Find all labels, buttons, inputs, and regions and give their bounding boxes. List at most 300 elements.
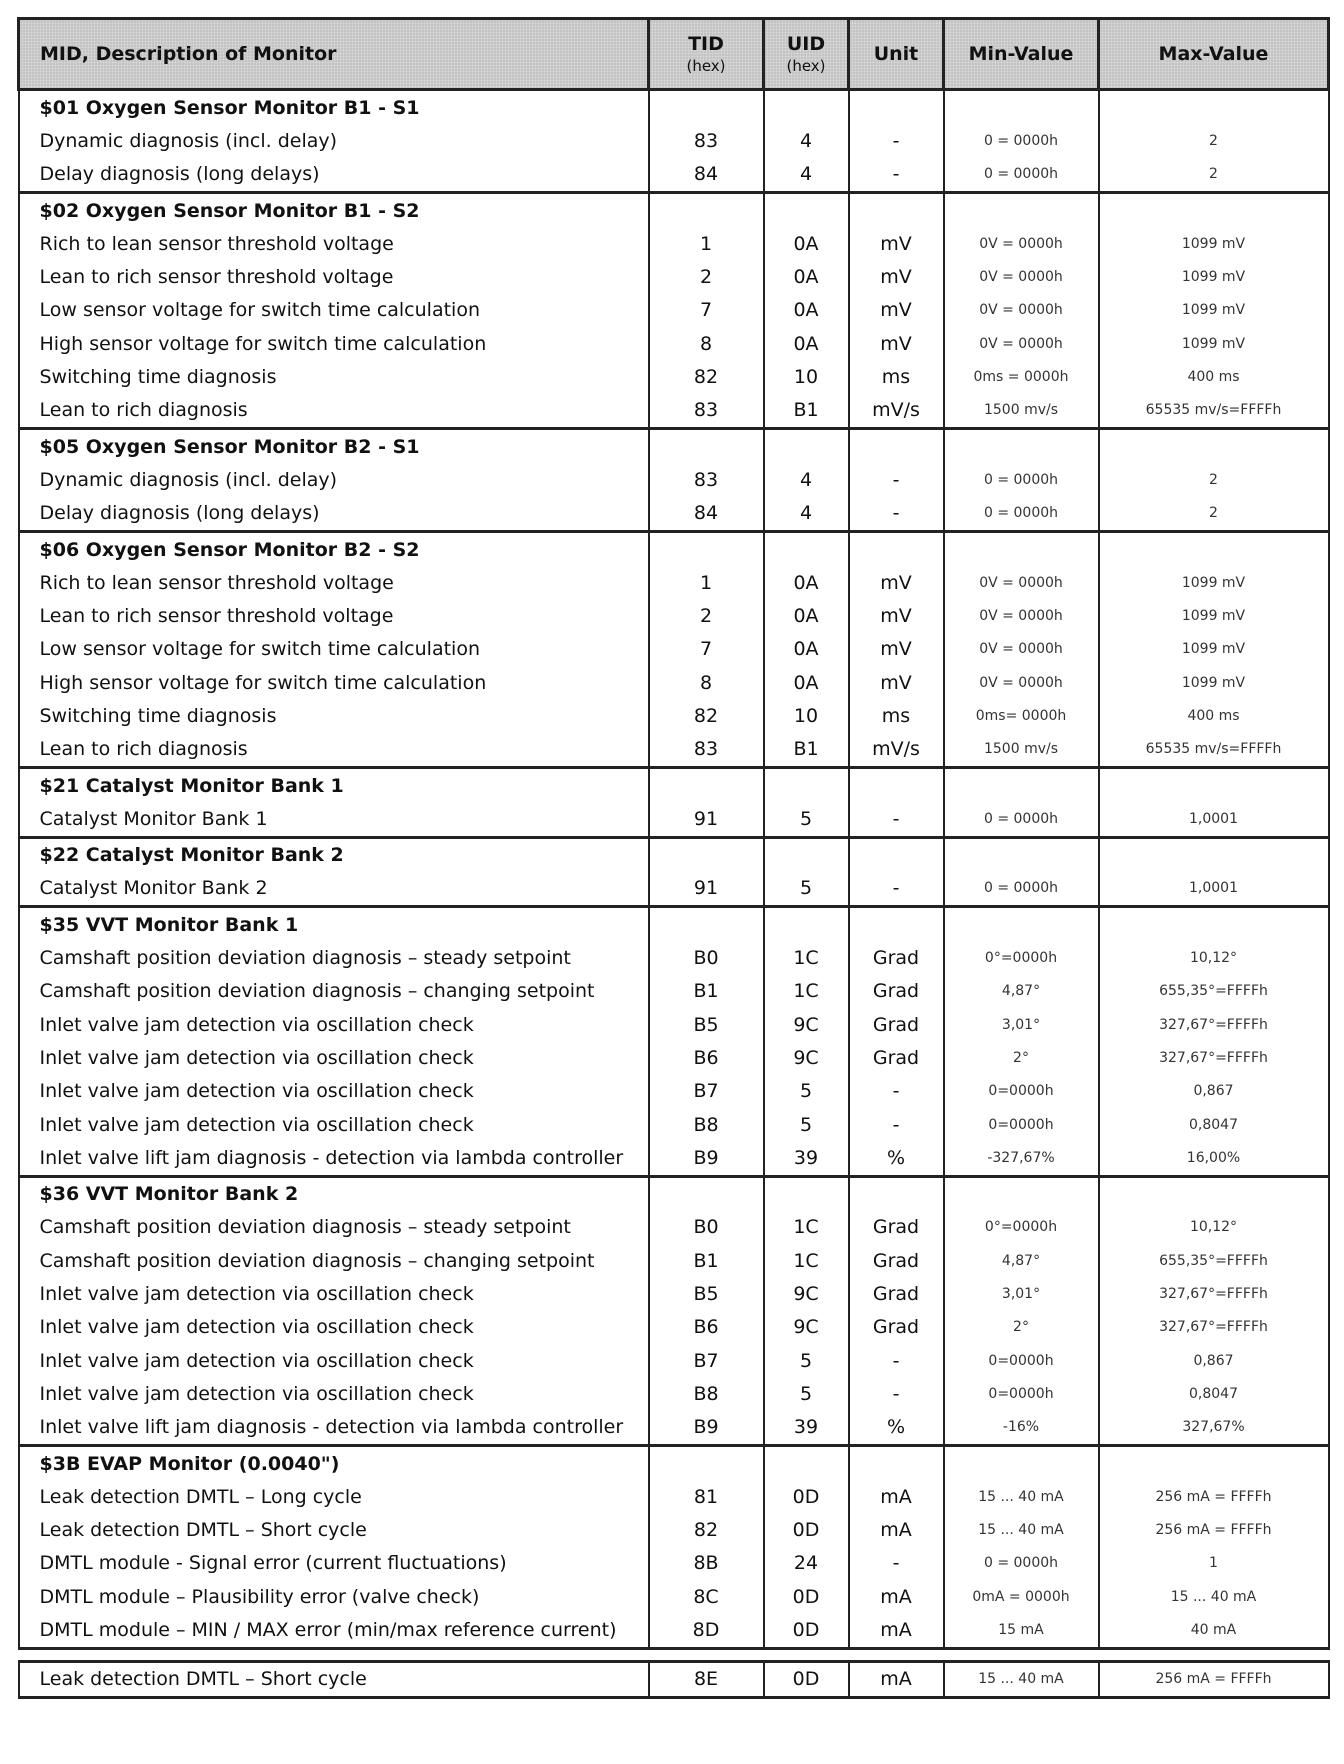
- group-title: $21 Catalyst Monitor Bank 1: [19, 767, 649, 802]
- cell-unit: mA: [849, 1513, 944, 1546]
- cell-min: 0mA = 0000h: [944, 1580, 1099, 1613]
- cell-tid: 2: [649, 260, 764, 293]
- cell-uid: 0A: [764, 260, 849, 293]
- cell-unit: mA: [849, 1613, 944, 1648]
- group-title-empty-cell: [944, 767, 1099, 802]
- group-title-empty-cell: [1099, 1445, 1329, 1480]
- cell-tid: 7: [649, 294, 764, 327]
- cell-unit: Grad: [849, 1311, 944, 1344]
- table-row: [19, 463, 1329, 496]
- cell-min: 0V = 0000h: [944, 260, 1099, 293]
- table-row: [19, 1075, 1329, 1108]
- cell-max: 2: [1099, 463, 1329, 496]
- cell-desc: Camshaft position deviation diagnosis – steady setpoint: [19, 1211, 649, 1244]
- cell-desc: Inlet valve jam detection via oscillation check: [19, 1075, 649, 1108]
- table-header: [19, 19, 1329, 90]
- header-uid: [764, 19, 849, 90]
- header-max: [1099, 19, 1329, 90]
- cell-min: 0 = 0000h: [944, 124, 1099, 157]
- cell-desc: Leak detection DMTL – Short cycle: [19, 1513, 649, 1546]
- table-row: [19, 1580, 1329, 1613]
- cell-desc: High sensor voltage for switch time calculation: [19, 666, 649, 699]
- cell-unit: Grad: [849, 1041, 944, 1074]
- table-row: [19, 941, 1329, 974]
- cell-min: 15 ... 40 mA: [944, 1661, 1099, 1697]
- cell-unit: -: [849, 1547, 944, 1580]
- table-row: [19, 733, 1329, 768]
- cell-max: 1: [1099, 1547, 1329, 1580]
- cell-unit: mV: [849, 294, 944, 327]
- cell-tid: 83: [649, 463, 764, 496]
- group-title-empty-cell: [944, 192, 1099, 227]
- group-title-empty-cell: [944, 1176, 1099, 1211]
- table-row: [19, 1211, 1329, 1244]
- cell-unit: Grad: [849, 941, 944, 974]
- cell-uid: 0A: [764, 666, 849, 699]
- table-row: [19, 566, 1329, 599]
- cell-min: 3,01°: [944, 1008, 1099, 1041]
- cell-desc: Dynamic diagnosis (incl. delay): [19, 124, 649, 157]
- cell-max: 256 mA = FFFFh: [1099, 1480, 1329, 1513]
- cell-max: 1099 mV: [1099, 633, 1329, 666]
- cell-max: 1099 mV: [1099, 260, 1329, 293]
- cell-tid: 82: [649, 699, 764, 732]
- group-title: $02 Oxygen Sensor Monitor B1 - S2: [19, 192, 649, 227]
- cell-desc: Low sensor voltage for switch time calculation: [19, 294, 649, 327]
- table-row: [19, 1513, 1329, 1546]
- cell-tid: 2: [649, 599, 764, 632]
- header-unit-label: Unit: [873, 43, 919, 65]
- cell-max: 400 ms: [1099, 360, 1329, 393]
- cell-desc: High sensor voltage for switch time calculation: [19, 327, 649, 360]
- monitor-group: [19, 1176, 1329, 1445]
- cell-tid: 91: [649, 872, 764, 907]
- cell-max: 1099 mV: [1099, 227, 1329, 260]
- cell-desc: Low sensor voltage for switch time calculation: [19, 633, 649, 666]
- group-title-empty-cell: [649, 1176, 764, 1211]
- group-title-empty-cell: [849, 907, 944, 942]
- header-tid: [649, 19, 764, 90]
- group-title: $05 Oxygen Sensor Monitor B2 - S1: [19, 428, 649, 463]
- monitor-group: [19, 428, 1329, 531]
- cell-unit: -: [849, 1344, 944, 1377]
- cell-tid: 8E: [649, 1661, 764, 1697]
- cell-uid: 1C: [764, 975, 849, 1008]
- group-title-empty-cell: [649, 192, 764, 227]
- cell-unit: ms: [849, 699, 944, 732]
- cell-max: 655,35°=FFFFh: [1099, 975, 1329, 1008]
- cell-max: 1,0001: [1099, 872, 1329, 907]
- monitor-group: [19, 1445, 1329, 1648]
- table-row: [19, 1547, 1329, 1580]
- cell-min: 15 mA: [944, 1613, 1099, 1648]
- group-title-empty-cell: [1099, 192, 1329, 227]
- cell-tid: 82: [649, 1513, 764, 1546]
- cell-tid: B6: [649, 1311, 764, 1344]
- cell-tid: 83: [649, 394, 764, 429]
- cell-max: 40 mA: [1099, 1613, 1329, 1648]
- table-row: [19, 1613, 1329, 1648]
- group-title: $36 VVT Monitor Bank 2: [19, 1176, 649, 1211]
- cell-desc: Lean to rich diagnosis: [19, 733, 649, 768]
- table-row: [19, 394, 1329, 429]
- cell-desc: Switching time diagnosis: [19, 699, 649, 732]
- cell-tid: B1: [649, 975, 764, 1008]
- cell-desc: Inlet valve jam detection via oscillation check: [19, 1108, 649, 1141]
- cell-unit: mV: [849, 327, 944, 360]
- cell-min: 1500 mv/s: [944, 733, 1099, 768]
- cell-max: 1099 mV: [1099, 666, 1329, 699]
- cell-max: 1099 mV: [1099, 294, 1329, 327]
- cell-desc: Lean to rich sensor threshold voltage: [19, 260, 649, 293]
- cell-desc: Camshaft position deviation diagnosis – steady setpoint: [19, 941, 649, 974]
- cell-uid: 4: [764, 124, 849, 157]
- cell-min: 0=0000h: [944, 1377, 1099, 1410]
- table-row: [19, 975, 1329, 1008]
- cell-desc: Catalyst Monitor Bank 2: [19, 872, 649, 907]
- cell-desc: Inlet valve lift jam diagnosis - detection via lambda controller: [19, 1141, 649, 1176]
- monitor-group: [19, 531, 1329, 767]
- cell-tid: B5: [649, 1008, 764, 1041]
- cell-min: 0=0000h: [944, 1108, 1099, 1141]
- cell-unit: -: [849, 463, 944, 496]
- cell-tid: 91: [649, 802, 764, 837]
- cell-max: 1099 mV: [1099, 599, 1329, 632]
- group-title-empty-cell: [849, 837, 944, 872]
- group-title-empty-cell: [764, 1445, 849, 1480]
- table-row: [19, 260, 1329, 293]
- table-row: [19, 124, 1329, 157]
- cell-unit: mA: [849, 1580, 944, 1613]
- cell-uid: 0A: [764, 599, 849, 632]
- cell-desc: Catalyst Monitor Bank 1: [19, 802, 649, 837]
- cell-desc: Rich to lean sensor threshold voltage: [19, 227, 649, 260]
- cell-desc: Inlet valve jam detection via oscillation check: [19, 1041, 649, 1074]
- cell-min: 2°: [944, 1311, 1099, 1344]
- cell-max: 1,0001: [1099, 802, 1329, 837]
- cell-min: 4,87°: [944, 1244, 1099, 1277]
- cell-tid: 83: [649, 733, 764, 768]
- cell-uid: 1C: [764, 1211, 849, 1244]
- group-title-empty-cell: [944, 90, 1099, 125]
- cell-max: 256 mA = FFFFh: [1099, 1661, 1329, 1697]
- header-max-label: Max-Value: [1158, 43, 1269, 65]
- cell-unit: mV: [849, 599, 944, 632]
- cell-desc: Rich to lean sensor threshold voltage: [19, 566, 649, 599]
- table-row: [19, 599, 1329, 632]
- group-title-empty-cell: [1099, 428, 1329, 463]
- cell-uid: 1C: [764, 941, 849, 974]
- cell-uid: 4: [764, 497, 849, 532]
- cell-tid: B8: [649, 1377, 764, 1410]
- cell-min: 15 ... 40 mA: [944, 1480, 1099, 1513]
- cell-tid: 1: [649, 227, 764, 260]
- cell-tid: 81: [649, 1480, 764, 1513]
- group-title-empty-cell: [849, 1176, 944, 1211]
- group-title-empty-cell: [849, 531, 944, 566]
- table-row: [19, 158, 1329, 193]
- cell-uid: 5: [764, 1108, 849, 1141]
- cell-tid: B1: [649, 1244, 764, 1277]
- cell-max: 0,8047: [1099, 1377, 1329, 1410]
- header-desc-label: MID, Description of Monitor: [40, 43, 337, 65]
- cell-uid: 0D: [764, 1661, 849, 1697]
- cell-min: 0V = 0000h: [944, 599, 1099, 632]
- cell-desc: Lean to rich sensor threshold voltage: [19, 599, 649, 632]
- group-title-row: [19, 1445, 1329, 1480]
- group-title: $01 Oxygen Sensor Monitor B1 - S1: [19, 90, 649, 125]
- cell-unit: mV/s: [849, 394, 944, 429]
- cell-min: 0 = 0000h: [944, 802, 1099, 837]
- table-row: [19, 666, 1329, 699]
- group-title-empty-cell: [764, 1176, 849, 1211]
- cell-uid: 9C: [764, 1311, 849, 1344]
- group-title-empty-cell: [764, 90, 849, 125]
- cell-max: 327,67°=FFFFh: [1099, 1041, 1329, 1074]
- cell-max: 2: [1099, 158, 1329, 193]
- group-title-empty-cell: [849, 428, 944, 463]
- group-title-row: [19, 428, 1329, 463]
- table-row: [19, 360, 1329, 393]
- cell-uid: 1C: [764, 1244, 849, 1277]
- cell-min: -16%: [944, 1411, 1099, 1446]
- group-title: $06 Oxygen Sensor Monitor B2 - S2: [19, 531, 649, 566]
- cell-desc: DMTL module - Signal error (current fluctuations): [19, 1547, 649, 1580]
- cell-uid: 0D: [764, 1480, 849, 1513]
- cell-uid: 0A: [764, 633, 849, 666]
- cell-unit: mA: [849, 1480, 944, 1513]
- cell-uid: 10: [764, 699, 849, 732]
- cell-unit: -: [849, 158, 944, 193]
- cell-min: 0 = 0000h: [944, 463, 1099, 496]
- table-row: [19, 699, 1329, 732]
- table-row: [19, 1311, 1329, 1344]
- cell-min: 15 ... 40 mA: [944, 1513, 1099, 1546]
- group-title-empty-cell: [649, 837, 764, 872]
- table-row: [19, 1108, 1329, 1141]
- group-title-row: [19, 1176, 1329, 1211]
- cell-max: 327,67°=FFFFh: [1099, 1311, 1329, 1344]
- group-title-empty-cell: [764, 837, 849, 872]
- group-title-row: [19, 907, 1329, 942]
- table-row: [19, 1141, 1329, 1176]
- cell-max: 2: [1099, 497, 1329, 532]
- cell-max: 655,35°=FFFFh: [1099, 1244, 1329, 1277]
- cell-max: 10,12°: [1099, 1211, 1329, 1244]
- cell-tid: B9: [649, 1141, 764, 1176]
- cell-unit: Grad: [849, 975, 944, 1008]
- cell-uid: 5: [764, 1344, 849, 1377]
- cell-min: 0V = 0000h: [944, 666, 1099, 699]
- cell-min: 0 = 0000h: [944, 497, 1099, 532]
- group-title-empty-cell: [764, 907, 849, 942]
- cell-min: 2°: [944, 1041, 1099, 1074]
- cell-unit: mV: [849, 666, 944, 699]
- cell-unit: Grad: [849, 1008, 944, 1041]
- cell-desc: Inlet valve jam detection via oscillation check: [19, 1277, 649, 1310]
- cell-min: 0ms = 0000h: [944, 360, 1099, 393]
- cell-uid: 9C: [764, 1041, 849, 1074]
- cell-min: 0°=0000h: [944, 1211, 1099, 1244]
- cell-tid: B8: [649, 1108, 764, 1141]
- cell-uid: 0D: [764, 1513, 849, 1546]
- cell-min: 0°=0000h: [944, 941, 1099, 974]
- cell-uid: 4: [764, 463, 849, 496]
- table-row: [19, 294, 1329, 327]
- cell-max: 15 ... 40 mA: [1099, 1580, 1329, 1613]
- group-title-empty-cell: [764, 767, 849, 802]
- cell-desc: Delay diagnosis (long delays): [19, 158, 649, 193]
- group-title: $3B EVAP Monitor (0.0040"): [19, 1445, 649, 1480]
- cell-unit: %: [849, 1411, 944, 1446]
- group-gap-cell: [19, 1648, 1329, 1661]
- monitor-group: [19, 837, 1329, 907]
- cell-max: 256 mA = FFFFh: [1099, 1513, 1329, 1546]
- table-row: [19, 872, 1329, 907]
- cell-min: 0V = 0000h: [944, 294, 1099, 327]
- table-row: [19, 1480, 1329, 1513]
- cell-desc: Delay diagnosis (long delays): [19, 497, 649, 532]
- group-title-empty-cell: [1099, 907, 1329, 942]
- cell-desc: Inlet valve jam detection via oscillation check: [19, 1344, 649, 1377]
- cell-max: 65535 mv/s=FFFFh: [1099, 394, 1329, 429]
- cell-min: 3,01°: [944, 1277, 1099, 1310]
- table-row: [19, 802, 1329, 837]
- cell-uid: 39: [764, 1411, 849, 1446]
- group-title-row: [19, 531, 1329, 566]
- cell-max: 16,00%: [1099, 1141, 1329, 1176]
- cell-max: 65535 mv/s=FFFFh: [1099, 733, 1329, 768]
- header-tid-label: TID: [688, 33, 724, 55]
- group-gap-row: [19, 1648, 1329, 1661]
- table-row: [19, 1277, 1329, 1310]
- cell-unit: Grad: [849, 1244, 944, 1277]
- group-title-empty-cell: [649, 428, 764, 463]
- group-title-row: [19, 837, 1329, 872]
- cell-min: 0 = 0000h: [944, 1547, 1099, 1580]
- cell-uid: 4: [764, 158, 849, 193]
- cell-max: 0,8047: [1099, 1108, 1329, 1141]
- group-title-row: [19, 90, 1329, 125]
- cell-desc: Inlet valve jam detection via oscillation check: [19, 1377, 649, 1410]
- cell-uid: 9C: [764, 1277, 849, 1310]
- cell-tid: B0: [649, 941, 764, 974]
- group-title-empty-cell: [1099, 837, 1329, 872]
- cell-desc: Camshaft position deviation diagnosis – changing setpoint: [19, 1244, 649, 1277]
- header-uid-sub: (hex): [786, 57, 826, 75]
- cell-min: 0V = 0000h: [944, 227, 1099, 260]
- header-desc: [19, 19, 649, 90]
- cell-tid: 8: [649, 327, 764, 360]
- cell-uid: B1: [764, 733, 849, 768]
- cell-max: 400 ms: [1099, 699, 1329, 732]
- cell-tid: B7: [649, 1344, 764, 1377]
- header-min-label: Min-Value: [968, 43, 1074, 65]
- cell-min: 0V = 0000h: [944, 327, 1099, 360]
- table-row: [19, 633, 1329, 666]
- cell-min: 0V = 0000h: [944, 633, 1099, 666]
- cell-tid: 82: [649, 360, 764, 393]
- group-title: $35 VVT Monitor Bank 1: [19, 907, 649, 942]
- cell-tid: 84: [649, 497, 764, 532]
- cell-tid: 8C: [649, 1580, 764, 1613]
- cell-unit: -: [849, 872, 944, 907]
- cell-unit: mV: [849, 227, 944, 260]
- group-title-empty-cell: [944, 1445, 1099, 1480]
- cell-tid: B6: [649, 1041, 764, 1074]
- cell-max: 327,67°=FFFFh: [1099, 1008, 1329, 1041]
- cell-tid: 83: [649, 124, 764, 157]
- header-min: [944, 19, 1099, 90]
- group-title-empty-cell: [849, 192, 944, 227]
- cell-desc: DMTL module – Plausibility error (valve check): [19, 1580, 649, 1613]
- cell-uid: 5: [764, 802, 849, 837]
- cell-uid: 0A: [764, 327, 849, 360]
- cell-uid: 5: [764, 872, 849, 907]
- cell-uid: 39: [764, 1141, 849, 1176]
- group-title-row: [19, 192, 1329, 227]
- cell-max: 1099 mV: [1099, 327, 1329, 360]
- cell-tid: 7: [649, 633, 764, 666]
- group-title-empty-cell: [944, 837, 1099, 872]
- cell-tid: 8: [649, 666, 764, 699]
- group-title-empty-cell: [849, 90, 944, 125]
- group-title-empty-cell: [944, 428, 1099, 463]
- table-row: [19, 1411, 1329, 1446]
- cell-min: -327,67%: [944, 1141, 1099, 1176]
- cell-unit: -: [849, 497, 944, 532]
- cell-uid: 9C: [764, 1008, 849, 1041]
- cell-max: 1099 mV: [1099, 566, 1329, 599]
- cell-min: 0ms= 0000h: [944, 699, 1099, 732]
- cell-desc: Inlet valve lift jam diagnosis - detection via lambda controller: [19, 1411, 649, 1446]
- cell-tid: 84: [649, 158, 764, 193]
- cell-min: 4,87°: [944, 975, 1099, 1008]
- group-title-empty-cell: [764, 192, 849, 227]
- table-row: [19, 327, 1329, 360]
- cell-min: 0V = 0000h: [944, 566, 1099, 599]
- table-row: [19, 1008, 1329, 1041]
- cell-uid: 5: [764, 1377, 849, 1410]
- cell-unit: ms: [849, 360, 944, 393]
- cell-tid: 1: [649, 566, 764, 599]
- table-row: [19, 1244, 1329, 1277]
- group-title-empty-cell: [1099, 1176, 1329, 1211]
- group-title: $22 Catalyst Monitor Bank 2: [19, 837, 649, 872]
- cell-tid: 8B: [649, 1547, 764, 1580]
- header-tid-sub: (hex): [686, 57, 726, 75]
- cell-unit: mV: [849, 260, 944, 293]
- cell-desc: Inlet valve jam detection via oscillation check: [19, 1311, 649, 1344]
- cell-tid: B7: [649, 1075, 764, 1108]
- cell-min: 0 = 0000h: [944, 872, 1099, 907]
- cell-desc: Switching time diagnosis: [19, 360, 649, 393]
- group-title-empty-cell: [764, 428, 849, 463]
- cell-min: 0=0000h: [944, 1075, 1099, 1108]
- cell-uid: 0A: [764, 294, 849, 327]
- cell-desc: Camshaft position deviation diagnosis – changing setpoint: [19, 975, 649, 1008]
- cell-unit: mV: [849, 566, 944, 599]
- cell-max: 327,67°=FFFFh: [1099, 1277, 1329, 1310]
- group-title-empty-cell: [649, 767, 764, 802]
- cell-desc: Inlet valve jam detection via oscillation check: [19, 1008, 649, 1041]
- cell-tid: 8D: [649, 1613, 764, 1648]
- cell-tid: B9: [649, 1411, 764, 1446]
- monitor-group: [19, 90, 1329, 193]
- cell-unit: -: [849, 1377, 944, 1410]
- cell-max: 0,867: [1099, 1075, 1329, 1108]
- group-title-empty-cell: [849, 1445, 944, 1480]
